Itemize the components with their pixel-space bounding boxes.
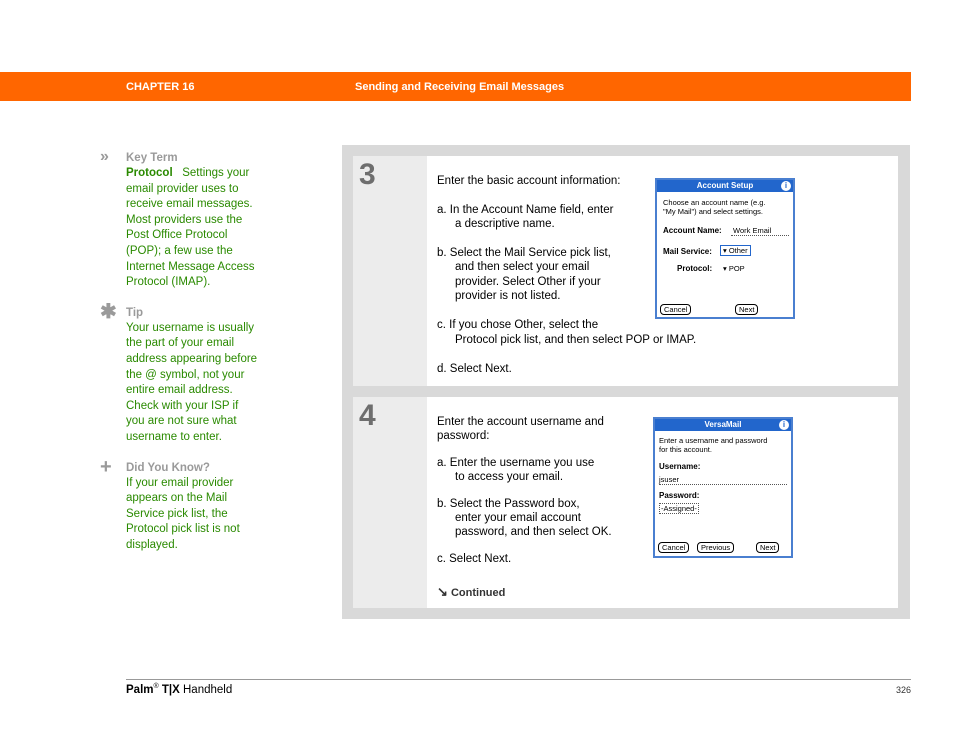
step-3-c-line1: c. If you chose Other, select the <box>437 319 599 331</box>
tip-block <box>100 300 280 446</box>
steps-panel <box>342 145 910 619</box>
tip-line: Your username is usually <box>126 321 255 334</box>
username-label: Username: <box>659 462 701 471</box>
step-number-column <box>353 156 427 386</box>
screen-title: Account Setup <box>657 180 793 192</box>
key-term-line: Most providers use the <box>126 213 243 226</box>
tip-line: address appearing before <box>126 352 258 365</box>
step-3-c-line2: Protocol pick list, and then select POP or IMAP. <box>455 334 697 346</box>
tip-text <box>126 321 280 446</box>
step-3-d: d. Select Next. <box>437 363 512 375</box>
step-3 <box>353 156 898 386</box>
screen-title: VersaMail <box>655 419 791 431</box>
password-label: Password: <box>659 491 700 500</box>
key-term-heading: Key Term <box>126 152 178 164</box>
chapter-label: CHAPTER 16 <box>126 81 195 93</box>
step-3-intro: Enter the basic account information: <box>437 175 621 187</box>
tip-line: the @ symbol, not your <box>126 368 245 381</box>
screen-instruction: for this account. <box>659 445 712 454</box>
did-you-know-line: appears on the Mail <box>126 492 228 505</box>
step-number: 4 <box>359 399 376 432</box>
footer-divider <box>126 679 911 680</box>
step-4-intro-line2: password: <box>437 430 490 442</box>
step-4-a-line2: to access your email. <box>455 471 564 483</box>
key-term-line: receive email messages. <box>126 198 253 211</box>
step-4-b-line3: password, and then select OK. <box>455 526 612 538</box>
did-you-know-line: Service pick list, the <box>126 507 228 520</box>
sidebar <box>100 150 280 564</box>
tip-heading: Tip <box>126 306 144 319</box>
step-3-b-line1: b. Select the Mail Service pick list, <box>437 247 611 259</box>
account-name-field[interactable]: Work Email <box>733 226 772 235</box>
step-4-a-line1: a. Enter the username you use <box>437 457 595 469</box>
next-button[interactable]: Next <box>756 542 779 553</box>
key-term-word: Protocol <box>126 167 173 179</box>
footer-product-name: Handheld <box>183 683 233 696</box>
info-icon[interactable]: i <box>779 420 789 430</box>
step-4 <box>353 397 898 608</box>
footer-model: T|X <box>161 683 180 696</box>
next-button[interactable]: Next <box>735 304 758 315</box>
did-you-know-text <box>126 476 280 554</box>
tip-line: entire email address. <box>126 384 233 397</box>
key-term-line: Internet Message Access <box>126 260 255 273</box>
previous-button[interactable]: Previous <box>697 542 734 553</box>
field-underline <box>659 484 787 485</box>
step-number-column <box>353 397 427 608</box>
step-3-a-line2: a descriptive name. <box>455 218 555 230</box>
step-4-b-line2: enter your email account <box>455 512 581 524</box>
key-term-line: Protocol (IMAP). <box>126 276 211 289</box>
tip-line: username to enter. <box>126 430 222 443</box>
step-3-b-line3: provider. Select Other if your <box>455 276 601 288</box>
tip-line: you are not sure what <box>126 415 237 428</box>
key-term-line: Settings your <box>182 167 250 179</box>
cancel-button[interactable]: Cancel <box>660 304 691 315</box>
footer-brand: Palm <box>126 683 154 696</box>
tip-line: Check with your ISP if <box>126 399 239 412</box>
step-3-a-line1: a. In the Account Name field, enter <box>437 204 614 216</box>
asterisk-icon: ✱ <box>100 300 117 323</box>
versamail-screen <box>653 417 793 558</box>
key-term-line: email provider uses to <box>126 182 239 195</box>
chapter-header <box>0 72 911 101</box>
continued-link[interactable] <box>437 584 505 600</box>
username-field[interactable]: jsuser <box>659 475 680 484</box>
key-term-line: Post Office Protocol <box>126 229 228 242</box>
protocol-picklist[interactable]: ▾ POP <box>723 264 745 273</box>
account-name-label: Account Name: <box>663 226 722 235</box>
step-4-c: c. Select Next. <box>437 553 512 565</box>
chapter-title: Sending and Receiving Email Messages <box>355 81 565 93</box>
registered-mark: ® <box>153 683 159 690</box>
field-underline <box>731 235 789 236</box>
mail-service-label: Mail Service: <box>663 247 712 256</box>
step-number: 3 <box>359 158 376 191</box>
account-setup-screen <box>655 178 795 319</box>
cancel-button[interactable]: Cancel <box>658 542 689 553</box>
footer-product <box>126 683 232 696</box>
step-4-intro-line1: Enter the account username and <box>437 416 604 428</box>
step-4-b-line1: b. Select the Password box, <box>437 498 580 510</box>
protocol-label: Protocol: <box>677 264 713 273</box>
info-icon[interactable]: i <box>781 181 791 191</box>
screen-instruction: "My Mail") and select settings. <box>663 207 763 216</box>
step-3-b-line2: and then select your email <box>455 261 590 273</box>
did-you-know-line: If your email provider <box>126 476 234 489</box>
screen-instruction: Enter a username and password <box>659 436 768 445</box>
screen-instruction: Choose an account name (e.g. <box>663 198 766 207</box>
arrow-down-right-icon: ↘ <box>437 584 448 599</box>
continued-label: Continued <box>450 587 506 599</box>
double-chevron-icon: » <box>100 148 109 165</box>
page-number: 326 <box>895 685 911 695</box>
did-you-know-heading: Did You Know? <box>126 461 210 474</box>
did-you-know-line: Protocol pick list is not <box>126 523 240 536</box>
did-you-know-line: displayed. <box>126 538 178 551</box>
key-term-text <box>126 166 280 291</box>
did-you-know-block <box>100 455 280 554</box>
mail-service-picklist[interactable]: ▾ Other <box>720 245 751 256</box>
plus-icon: + <box>100 455 112 478</box>
tip-line: the part of your email <box>126 337 235 350</box>
key-term-line: (POP); a few use the <box>126 244 233 257</box>
password-box[interactable]: -Assigned- <box>661 504 697 513</box>
key-term-block <box>100 150 280 291</box>
step-3-b-line4: provider is not listed. <box>455 290 561 302</box>
